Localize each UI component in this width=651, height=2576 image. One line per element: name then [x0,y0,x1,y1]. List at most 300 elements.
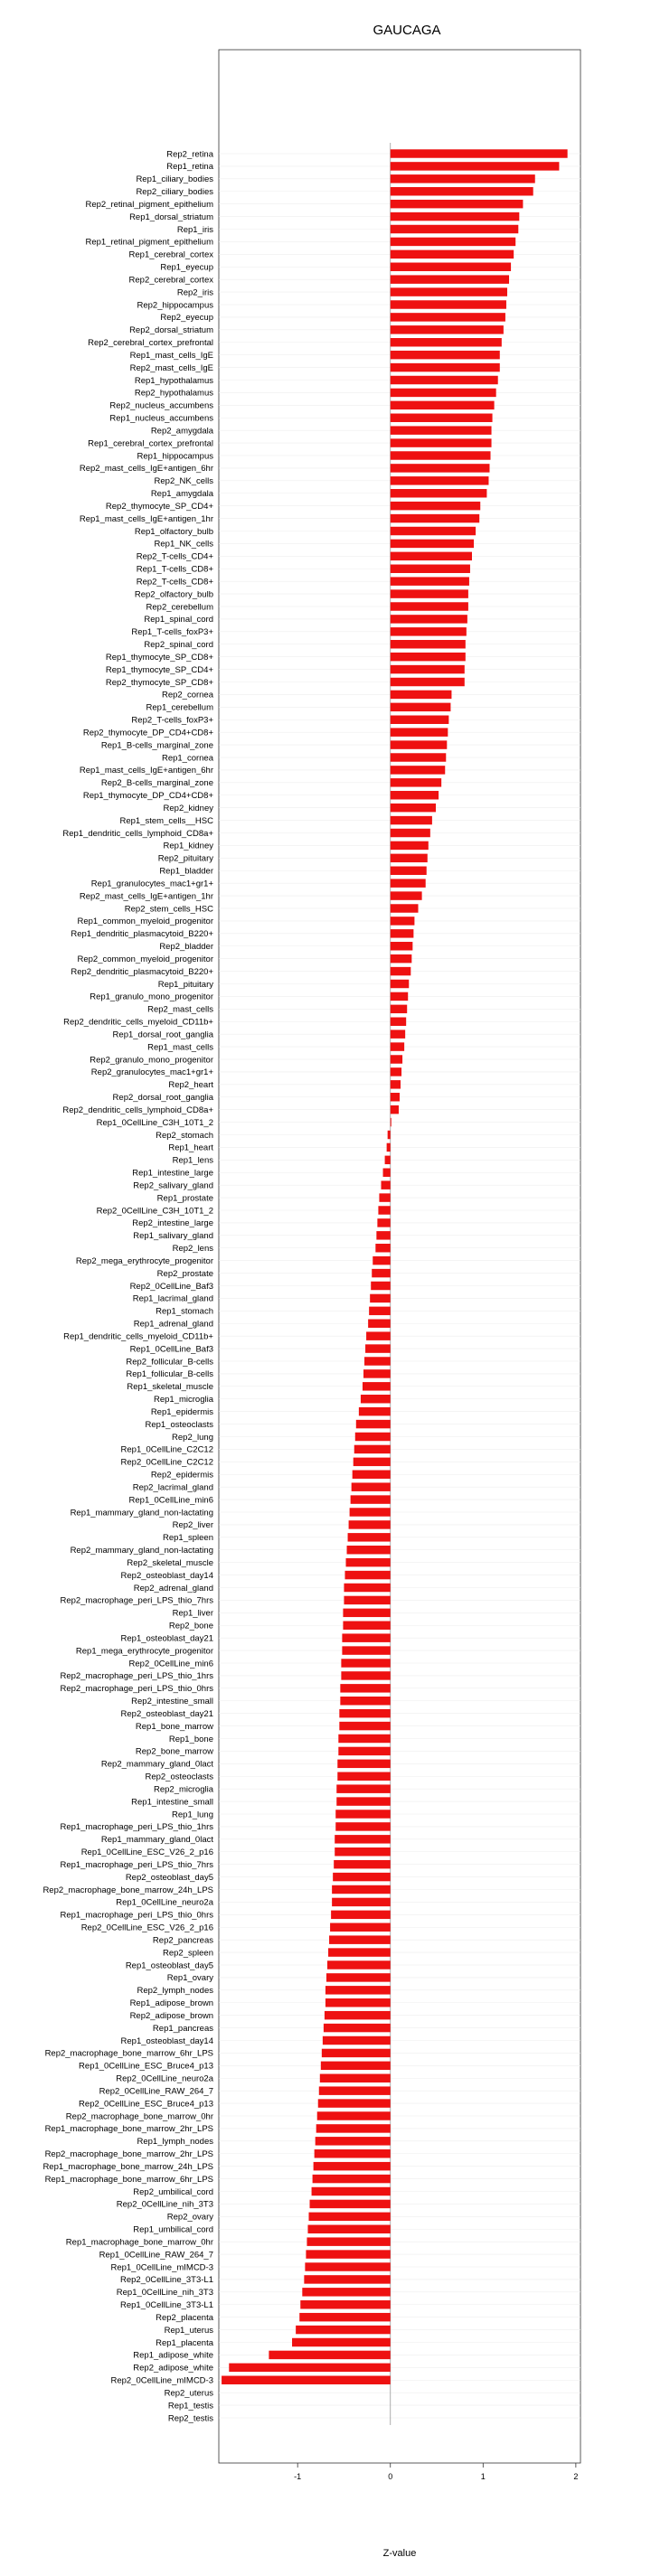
bar [341,1659,390,1667]
category-label: Rep1_bladder [159,866,213,877]
category-label: Rep2_ovary [166,2212,213,2223]
bar [391,540,474,548]
plot-frame [219,50,580,2463]
category-label: Rep1_prostate [156,1193,213,1204]
bar [391,187,533,195]
bar [376,1231,390,1239]
bar [350,1508,391,1516]
category-label: Rep2_epidermis [150,1470,213,1481]
category-label: Rep2_0CellLine_C3H_10T1_2 [96,1206,213,1217]
category-label: Rep1_osteoclasts [145,1419,213,1430]
category-label: Rep1_spinal_cord [144,615,213,625]
category-label: Rep2_intestine_small [131,1697,213,1707]
category-label: Rep2_dendritic_cells_myeloid_CD11b+ [63,1017,213,1028]
category-label: Rep1_cerebellum [146,702,213,713]
category-label: Rep1_lens [172,1155,213,1166]
bar [313,2175,391,2183]
bar [391,1018,406,1026]
category-label: Rep1_T-cells_CD8+ [136,564,213,575]
category-label: Rep1_0CellLine_C2C12 [120,1444,213,1455]
x-axis-label: Z-value [382,2548,417,2559]
bar [299,2313,391,2321]
bar [322,2049,391,2057]
category-label: Rep1_nucleus_accumbens [109,413,213,424]
bar [327,1960,391,1969]
bar [364,1357,391,1365]
bar [391,891,422,899]
bars-group [222,149,568,2384]
category-label: Rep2_spleen [163,1948,213,1959]
bar [391,602,468,610]
bar [346,1558,391,1566]
category-label: Rep1_iris [176,224,213,235]
category-label: Rep2_umbilical_cord [133,2186,213,2197]
category-label: Rep1_mast_cells_IgE+antigen_1hr [79,513,213,524]
bar [321,2062,391,2070]
category-label: Rep1_pancreas [152,2023,213,2034]
category-label: Rep2_testis [167,2413,213,2424]
bar [316,2124,391,2132]
category-label: Rep2_kidney [163,803,213,813]
category-label: Rep2_T-cells_foxP3+ [131,715,213,726]
category-label: Rep1_hypothalamus [134,375,213,386]
bar [391,1042,404,1050]
category-label: Rep2_0CellLine_neuro2a [116,2073,213,2084]
bar [391,451,491,459]
bar [391,225,519,233]
category-label: Rep2_adipose_brown [129,2010,213,2021]
category-label: Rep1_granulo_mono_progenitor [90,992,213,1002]
bar [391,841,429,850]
category-label: Rep1_cornea [161,753,213,764]
bar [391,174,535,183]
category-label: Rep2_T-cells_CD8+ [136,577,213,588]
bar [388,1131,391,1139]
category-label: Rep1_osteoblast_day5 [125,1960,213,1971]
category-label: Rep2_osteoclasts [145,1772,213,1782]
category-label: Rep2_0CellLine_ESC_V26_2_p16 [80,1923,213,1933]
bar [391,376,498,384]
bar [329,1935,391,1943]
bar [391,854,428,862]
category-label: Rep2_lacrimal_gland [132,1482,213,1493]
category-label: Rep1_0CellLine_nih_3T3 [116,2288,213,2299]
category-label: Rep1_macrophage_bone_marrow_24h_LPS [42,2161,213,2172]
bar [391,691,452,699]
bar [391,703,451,711]
category-label: Rep1_placenta [156,2337,213,2348]
category-label: Rep1_T-cells_foxP3+ [131,627,213,638]
bar [391,615,467,623]
category-label: Rep1_cerebral_cortex_prefrontal [88,438,213,449]
bar [365,1344,391,1352]
category-label: Rep1_epidermis [150,1406,213,1417]
bar [335,1822,391,1830]
category-label: Rep2_pancreas [152,1935,213,1946]
bar [338,1735,390,1743]
category-label: Rep1_mega_erythrocyte_progenitor [75,1646,213,1657]
bar [363,1382,391,1390]
bar [366,1331,391,1340]
bar [328,1948,391,1956]
category-label: Rep2_macrophage_peri_LPS_thio_7hrs [60,1595,213,1606]
category-label: Rep2_cerebellum [146,602,213,613]
bar [340,1684,390,1692]
bar [391,1118,392,1126]
bar [368,1320,391,1328]
category-labels [42,149,213,2423]
category-label: Rep1_0CellLine_ESC_Bruce4_p13 [79,2061,213,2072]
bar [361,1395,391,1403]
bar [344,1571,390,1579]
category-label: Rep1_B-cells_marginal_zone [100,740,213,751]
category-label: Rep2_mammary_gland_non-lactating [70,1546,213,1556]
category-label: Rep2_mast_cells_IgE+antigen_6hr [79,464,213,475]
category-label: Rep1_dorsal_striatum [129,212,213,222]
bar [354,1458,391,1466]
bar [375,1244,390,1252]
bar [359,1407,391,1415]
bar [352,1482,391,1490]
category-label: Rep1_stem_cells__HSC [119,815,213,826]
category-label: Rep1_mast_cells_IgE [129,350,213,361]
bar [337,1760,390,1768]
category-label: Rep1_dendritic_cells_myeloid_CD11b+ [63,1331,213,1342]
category-label: Rep2_osteoblast_day21 [120,1708,213,1719]
category-label: Rep1_mast_cells_IgE+antigen_6hr [79,766,213,776]
bar [391,1093,400,1101]
bar [353,1471,391,1479]
category-label: Rep1_adipose_white [133,2350,213,2361]
category-label: Rep1_intestine_large [132,1168,213,1179]
bar [326,1973,391,1981]
bar [269,2351,390,2359]
bar [391,917,415,925]
category-label: Rep1_amygdala [150,489,213,500]
bar [315,2149,391,2158]
bar [344,1584,390,1592]
bar [391,728,448,736]
bar [391,1005,407,1013]
bar [391,401,495,409]
category-label: Rep2_dendritic_plasmacytoid_B220+ [71,966,213,977]
category-label: Rep2_thymocyte_SP_CD8+ [105,677,213,688]
bar [391,414,493,422]
category-label: Rep2_uterus [164,2388,213,2399]
category-label: Rep2_0CellLine_nih_3T3 [116,2199,213,2210]
bar [326,1998,391,2007]
bar [391,980,410,988]
category-label: Rep1_intestine_small [131,1797,213,1808]
category-label: Rep1_hippocampus [137,451,213,462]
category-label: Rep2_B-cells_marginal_zone [100,778,213,789]
bar [348,1533,391,1541]
bar [391,1055,402,1063]
category-label: Rep1_adrenal_gland [133,1319,213,1330]
category-label: Rep1_follicular_B-cells [126,1369,213,1380]
bar [391,438,492,447]
x-axis-ticks [294,2463,578,2481]
category-label: Rep1_heart [168,1142,213,1153]
category-label: Rep2_mast_cells_IgE+antigen_1hr [79,891,213,902]
category-label: Rep1_macrophage_peri_LPS_thio_1hrs [60,1822,213,1833]
bar [391,627,467,635]
bar [335,1847,391,1856]
bar [330,1923,391,1932]
bar [391,804,436,812]
bar [391,904,419,912]
bar [324,2024,391,2032]
bar [391,867,427,875]
bar [312,2187,391,2195]
category-label: Rep2_salivary_gland [133,1180,213,1191]
bar [391,640,466,648]
bar [391,577,469,585]
category-label: Rep2_thymocyte_DP_CD4+CD8+ [82,728,213,738]
bar [391,879,426,887]
category-label: Rep1_osteoblast_day14 [120,2035,213,2046]
bar [383,1169,391,1177]
bar [310,2200,391,2208]
category-label: Rep1_mammary_gland_0lact [100,1835,213,1846]
bar [292,2338,391,2346]
bar [391,778,441,786]
bar [343,1622,390,1630]
bar [222,2376,391,2384]
bar [373,1256,390,1264]
bar [300,2300,390,2308]
bar [344,1596,390,1604]
bar [334,1860,391,1868]
category-label: Rep1_0CellLine_C3H_10T1_2 [96,1117,213,1128]
bar [391,740,448,748]
category-label: Rep1_bone_marrow [135,1721,213,1732]
category-label: Rep2_common_myeloid_progenitor [77,954,213,964]
bar [363,1369,391,1377]
bar [341,1671,390,1679]
bar [347,1546,391,1554]
bar [370,1294,391,1302]
x-tick-label: -1 [294,2472,302,2481]
bar [391,1105,399,1114]
bar [391,565,470,573]
category-label: Rep2_dorsal_striatum [129,325,213,336]
bar [391,816,432,824]
category-label: Rep1_macrophage_bone_marrow_0hr [65,2237,213,2248]
bar [349,1520,391,1528]
bar [391,665,465,673]
bar [391,476,489,484]
category-label: Rep1_thymocyte_SP_CD4+ [105,664,213,675]
bar [391,489,487,497]
bar [391,275,509,283]
category-label: Rep1_ciliary_bodies [136,174,213,185]
bar [316,2137,391,2145]
category-label: Rep1_pituitary [157,979,213,990]
bar [391,678,465,686]
category-label: Rep1_lung [172,1810,213,1820]
category-label: Rep1_spleen [163,1533,213,1544]
bar [391,653,466,661]
category-label: Rep2_macrophage_peri_LPS_thio_1hrs [60,1671,213,1682]
bar [391,287,507,296]
bar [338,1747,390,1755]
category-label: Rep2_mammary_gland_0lact [100,1759,213,1770]
bar [339,1722,390,1730]
bar [391,716,449,724]
bar [391,829,430,837]
bar [307,2237,390,2245]
bar [296,2326,391,2334]
category-label: Rep1_common_myeloid_progenitor [77,917,213,927]
category-label: Rep2_olfactory_bulb [134,589,213,600]
bar [378,1206,390,1214]
category-label: Rep2_lymph_nodes [137,1986,213,1997]
category-label: Rep2_adrenal_gland [133,1583,213,1594]
category-label: Rep2_nucleus_accumbens [109,400,213,411]
category-label: Rep1_lacrimal_gland [132,1293,213,1304]
category-label: Rep1_ovary [166,1973,213,1984]
bar [332,1885,391,1894]
category-label: Rep2_pituitary [157,853,213,864]
category-label: Rep2_adipose_white [133,2363,213,2374]
category-label: Rep2_cerebral_cortex_prefrontal [88,338,213,349]
bar [391,464,490,472]
bar [391,238,515,246]
category-label: Rep2_0CellLine_mIMCD-3 [110,2375,213,2386]
category-label: Rep2_follicular_B-cells [126,1357,213,1368]
bar [339,1709,390,1717]
category-label: Rep2_spinal_cord [144,640,213,651]
bar [391,338,502,346]
bar [319,2086,391,2094]
bar [391,313,505,321]
bar [371,1282,391,1290]
category-label: Rep2_lens [172,1244,213,1255]
bar [381,1180,390,1189]
bar [317,2111,391,2120]
category-label: Rep2_0CellLine_ESC_Bruce4_p13 [79,2099,213,2110]
category-label: Rep2_mast_cells [147,1004,213,1015]
category-label: Rep1_uterus [164,2325,213,2336]
bar [391,929,414,937]
bar [391,263,511,271]
category-label: Rep2_dorsal_root_ganglia [112,1093,213,1104]
bar [387,1143,391,1152]
category-label: Rep2_heart [168,1080,213,1091]
bar [308,2213,390,2221]
category-label: Rep1_dendritic_cells_lymphoid_CD8a+ [62,828,213,839]
bar [325,2011,391,2019]
category-label: Rep1_liver [172,1608,213,1619]
category-label: Rep2_NK_cells [154,476,213,487]
bar [391,426,492,434]
category-label: Rep1_osteoblast_day21 [120,1633,213,1644]
bar [333,1873,391,1881]
x-tick-label: 0 [388,2472,393,2481]
category-label: Rep1_umbilical_cord [133,2224,213,2235]
bar [385,1156,391,1164]
bar [304,2275,390,2283]
bar [326,1986,391,1994]
category-label: Rep2_macrophage_peri_LPS_thio_0hrs [60,1684,213,1695]
category-label: Rep1_macrophage_peri_LPS_thio_0hrs [60,1910,213,1921]
bar [391,942,413,950]
bar [318,2099,391,2107]
category-label: Rep1_0CellLine_neuro2a [116,1897,213,1908]
bar [391,212,520,221]
category-label: Rep1_cerebral_cortex [128,249,213,260]
bar [391,1080,401,1088]
category-label: Rep2_bladder [159,942,213,953]
category-label: Rep2_0CellLine_RAW_264_7 [99,2086,213,2097]
category-label: Rep1_skeletal_muscle [127,1382,213,1393]
category-label: Rep1_granulocytes_mac1+gr1+ [90,879,213,889]
bar [302,2288,390,2296]
bar [336,1784,390,1792]
bar [391,363,500,371]
bar [379,1193,390,1201]
category-label: Rep2_prostate [156,1268,213,1279]
bar [306,2250,390,2258]
category-label: Rep1_thymocyte_DP_CD4+CD8+ [82,791,213,802]
category-label: Rep2_0CellLine_C2C12 [120,1457,213,1468]
category-label: Rep2_intestine_large [132,1218,213,1229]
category-label: Rep1_testis [167,2401,213,2411]
chart-title: GAUCAGA [373,23,441,38]
bar [391,149,568,157]
bar [391,1029,405,1038]
category-label: Rep2_dendritic_cells_lymphoid_CD8a+ [62,1105,213,1115]
category-label: Rep1_macrophage_bone_marrow_6hr_LPS [44,2174,213,2185]
category-label: Rep2_liver [172,1520,213,1531]
category-label: Rep1_0CellLine_mIMCD-3 [110,2262,213,2273]
category-label: Rep1_retina [166,162,213,173]
category-label: Rep2_0CellLine_Baf3 [129,1281,213,1292]
bar [391,200,524,208]
bar [305,2262,390,2270]
category-label: Rep2_microglia [153,1784,213,1795]
category-label: Rep2_macrophage_bone_marrow_2hr_LPS [44,2149,213,2160]
bar [372,1269,391,1277]
bar [335,1835,391,1843]
category-label: Rep2_cornea [161,690,213,700]
bar [340,1697,390,1705]
category-label: Rep1_salivary_gland [133,1231,213,1242]
bar [391,967,411,975]
category-label: Rep2_bone_marrow [135,1746,213,1757]
bar [337,1772,390,1781]
category-label: Rep1_thymocyte_SP_CD8+ [105,652,213,663]
category-label: Rep1_adipose_brown [129,1998,213,2009]
category-label: Rep2_granulo_mono_progenitor [90,1055,213,1066]
bar [336,1797,390,1805]
bar [369,1307,391,1315]
bar [391,502,480,510]
category-label: Rep1_mast_cells [147,1042,213,1053]
category-label: Rep2_hypothalamus [134,388,213,399]
bar [332,1898,391,1906]
bar [391,162,560,170]
bar [342,1646,390,1654]
bar [354,1445,391,1453]
category-label: Rep2_macrophage_bone_marrow_6hr_LPS [44,2048,213,2059]
category-label: Rep1_0CellLine_3T3-L1 [120,2300,213,2311]
category-label: Rep2_0CellLine_3T3-L1 [120,2275,213,2286]
category-label: Rep1_0CellLine_ESC_V26_2_p16 [80,1847,213,1858]
category-label: Rep1_stomach [156,1306,213,1317]
category-label: Rep2_macrophage_bone_marrow_24h_LPS [42,1885,213,1895]
